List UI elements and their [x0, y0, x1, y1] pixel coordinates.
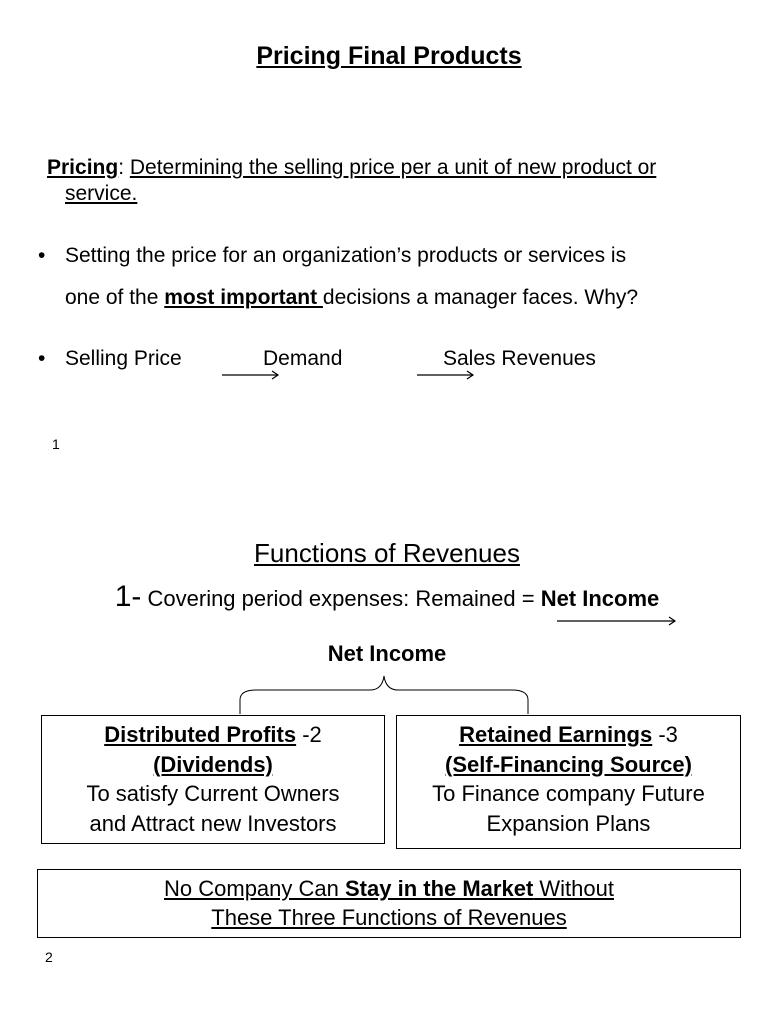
definition-text-line2: service.	[65, 182, 138, 205]
bullet1-line2-bold: most important	[164, 286, 323, 309]
function1-net-income: Net Income	[540, 586, 660, 611]
net-income-label: Net Income	[327, 641, 447, 666]
retained-earnings-line2: Expansion Plans	[486, 810, 651, 836]
bullet1-line2-post: decisions a manager faces. Why?	[322, 286, 639, 309]
conclusion-line2: These Three Functions of Revenues	[211, 905, 567, 930]
function1-number: 1-	[114, 580, 142, 613]
distributed-profits-line1: To satisfy Current Owners	[86, 781, 340, 806]
function1-text: Covering period expenses: Remained =	[141, 586, 541, 611]
retained-earnings-number: -3	[652, 722, 678, 747]
slide1-title: Pricing Final Products	[256, 42, 522, 70]
conclusion-post: Without	[533, 876, 614, 901]
bullet1-line2-pre: one of the	[65, 286, 165, 309]
distributed-profits-line2: and Attract new Investors	[89, 810, 337, 836]
chain-demand: Demand	[263, 347, 343, 370]
definition-term: Pricing	[47, 156, 119, 179]
distributed-profits-box	[41, 715, 385, 844]
bullet1-line2	[65, 286, 638, 310]
definition-text-line1: Determining the selling price per a unit of new product or	[129, 156, 657, 179]
conclusion-pre: No Company Can	[164, 876, 345, 901]
definition-colon: :	[118, 156, 130, 179]
chain-sales-revenues: Sales Revenues	[443, 347, 596, 370]
conclusion-box	[37, 869, 741, 938]
slide2-title: Functions of Revenues	[254, 538, 520, 568]
chain-selling-price: Selling Price	[65, 347, 182, 370]
arrow-right-icon	[220, 369, 282, 381]
bullet-dot: •	[38, 244, 46, 267]
retained-earnings-line1: To Finance company Future	[432, 781, 705, 806]
distributed-profits-number: -2	[296, 722, 322, 747]
distributed-profits-heading: Distributed Profits	[104, 722, 297, 747]
arrow-right-icon	[555, 615, 679, 627]
arrow-right-icon	[415, 369, 477, 381]
self-financing-subheading: (Self-Financing Source)	[445, 751, 692, 777]
function1-line	[0, 580, 768, 614]
bullet1-line1: Setting the price for an organization’s products or services is	[65, 244, 627, 267]
curly-brace-icon	[236, 672, 532, 716]
page-number-2: 2	[45, 949, 53, 965]
pricing-definition	[47, 155, 737, 207]
bullet-dot: •	[38, 347, 46, 370]
page-number-1: 1	[52, 436, 60, 452]
dividends-subheading: (Dividends)	[153, 751, 273, 777]
retained-earnings-heading: Retained Earnings	[459, 722, 653, 747]
conclusion-bold: Stay in the Market	[345, 876, 534, 901]
retained-earnings-box	[396, 715, 741, 849]
